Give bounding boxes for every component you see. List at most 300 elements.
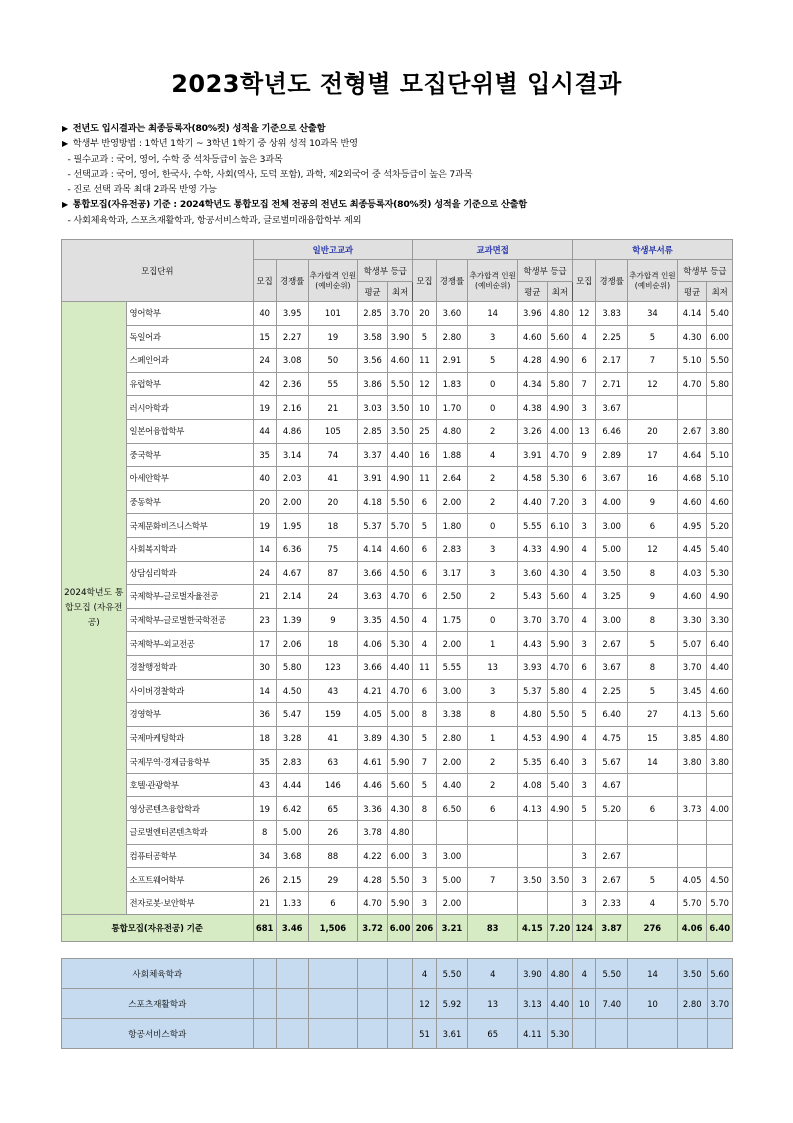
table-row	[62, 396, 733, 420]
cell-value: 9	[628, 490, 678, 514]
cell-value: 5.40	[707, 302, 733, 326]
page-title: 2023학년도 전형별 모집단위별 입시결과	[171, 70, 622, 98]
cell-value: 3	[468, 325, 518, 349]
cell-value	[707, 844, 733, 868]
cell-value: 12	[413, 989, 436, 1019]
cell-value: 4.50	[707, 868, 733, 892]
cell-value: 3.35	[358, 608, 388, 632]
cell-value: 23	[253, 608, 276, 632]
cell-value: 51	[413, 1019, 436, 1049]
cell-value: 34	[253, 844, 276, 868]
col-extra: 추가합격 인원 (예비순위)	[468, 260, 518, 302]
cell-value: 4.60	[387, 349, 412, 373]
cell-value	[628, 773, 678, 797]
cell-value: 4.90	[547, 349, 572, 373]
cell-value: 12	[628, 372, 678, 396]
unit-name: 아세안학부	[126, 467, 253, 491]
cell-value: 3	[573, 773, 596, 797]
cell-value: 6.10	[547, 514, 572, 538]
cell-value	[573, 1019, 596, 1049]
cell-value: 4	[413, 959, 436, 989]
table-row	[62, 349, 733, 373]
group-header-interview: 교과면접	[413, 240, 573, 260]
cell-value: 63	[308, 750, 358, 774]
cell-value	[253, 989, 276, 1019]
cell-value: 10	[628, 989, 678, 1019]
cell-value: 4.40	[436, 773, 468, 797]
cell-value: 21	[253, 585, 276, 609]
cell-value: 5.90	[387, 750, 412, 774]
cell-value: 1.80	[436, 514, 468, 538]
cell-value: 35	[253, 443, 276, 467]
cell-value: 3.80	[677, 750, 707, 774]
cell-value: 2.83	[436, 537, 468, 561]
cell-value: 5	[628, 679, 678, 703]
cell-value: 8	[413, 703, 436, 727]
table-row	[62, 726, 733, 750]
cell-value: 8	[628, 655, 678, 679]
cell-value: 5.20	[707, 514, 733, 538]
cell-value: 3.63	[358, 585, 388, 609]
cell-value: 5	[468, 349, 518, 373]
cell-value: 5	[413, 773, 436, 797]
cell-value: 11	[413, 655, 436, 679]
dash-bullet: -	[67, 168, 71, 180]
cell-value: 11	[413, 467, 436, 491]
cell-value: 4.43	[518, 632, 548, 656]
cell-value: 5.30	[707, 561, 733, 585]
cell-value	[707, 396, 733, 420]
cell-value: 2.27	[276, 325, 308, 349]
cell-value: 5	[413, 726, 436, 750]
cell-value	[387, 1019, 412, 1049]
triangle-bullet-icon: ▶	[62, 124, 68, 133]
cell-value: 4	[468, 959, 518, 989]
cell-value: 3.28	[276, 726, 308, 750]
cell-value: 2	[468, 773, 518, 797]
cell-value: 3	[573, 632, 596, 656]
cell-value: 15	[253, 325, 276, 349]
cell-value: 19	[253, 797, 276, 821]
cell-value: 43	[253, 773, 276, 797]
cell-value: 3.50	[677, 959, 707, 989]
cell-value: 3.00	[596, 608, 628, 632]
cell-value: 3.67	[596, 396, 628, 420]
cell-value: 30	[253, 655, 276, 679]
cell-value	[707, 821, 733, 845]
cell-value: 5.70	[677, 891, 707, 915]
cell-value: 0	[468, 396, 518, 420]
cell-value: 4.70	[547, 443, 572, 467]
cell-value: 20	[413, 302, 436, 326]
cell-value: 4.90	[547, 726, 572, 750]
dash-bullet: -	[67, 184, 71, 196]
cell-value	[628, 844, 678, 868]
table-row	[62, 989, 733, 1019]
cell-value: 3.30	[707, 608, 733, 632]
cell-value: 3.03	[358, 396, 388, 420]
cell-value: 14	[468, 302, 518, 326]
cell-value: 6.00	[707, 325, 733, 349]
cell-value: 4.68	[677, 467, 707, 491]
cell-value: 4.33	[518, 537, 548, 561]
cell-value: 26	[253, 868, 276, 892]
cell-value: 5.92	[436, 989, 468, 1019]
col-ratio: 경쟁률	[276, 260, 308, 302]
cell-value: 2.67	[596, 632, 628, 656]
cell-value: 3	[573, 891, 596, 915]
cell-value: 3.25	[596, 585, 628, 609]
cell-value: 4.95	[677, 514, 707, 538]
cell-value: 7	[628, 349, 678, 373]
cell-value: 1	[468, 726, 518, 750]
cell-value: 3.73	[677, 797, 707, 821]
cell-value: 4	[468, 443, 518, 467]
cell-value: 6	[573, 349, 596, 373]
table-row	[62, 703, 733, 727]
cell-value: 2.00	[276, 490, 308, 514]
cell-value: 29	[308, 868, 358, 892]
results-table	[61, 239, 733, 942]
cell-value: 3.80	[707, 419, 733, 443]
cell-value: 5.30	[547, 1019, 572, 1049]
cell-value: 3.89	[358, 726, 388, 750]
cell-value: 5.80	[276, 655, 308, 679]
cell-value	[518, 821, 548, 845]
cell-value: 13	[468, 655, 518, 679]
cell-value: 5.00	[596, 537, 628, 561]
cell-value: 5	[573, 797, 596, 821]
cell-value: 4.30	[547, 561, 572, 585]
cell-value: 4.00	[547, 419, 572, 443]
cell-value: 3.58	[358, 325, 388, 349]
table-row	[62, 514, 733, 538]
cell-value: 3.96	[518, 302, 548, 326]
cell-value: 6	[468, 797, 518, 821]
cell-value: 7	[573, 372, 596, 396]
cell-value: 5.50	[596, 959, 628, 989]
cell-value: 50	[308, 349, 358, 373]
cell-value: 101	[308, 302, 358, 326]
cell-value: 1,506	[308, 915, 358, 942]
cell-value: 4.11	[518, 1019, 548, 1049]
col-grade: 학생부 등급	[358, 260, 413, 282]
cell-value	[596, 821, 628, 845]
cell-value	[436, 821, 468, 845]
cell-value: 6.50	[436, 797, 468, 821]
cell-value: 3.66	[358, 655, 388, 679]
table-row	[62, 302, 733, 326]
cell-value: 4.06	[358, 632, 388, 656]
cell-value: 5.60	[547, 585, 572, 609]
cell-value: 14	[253, 537, 276, 561]
cell-value: 4.80	[547, 959, 572, 989]
cell-value	[518, 891, 548, 915]
cell-value: 5.00	[387, 703, 412, 727]
cell-value: 3.90	[518, 959, 548, 989]
cell-value: 12	[413, 372, 436, 396]
cell-value: 4.80	[436, 419, 468, 443]
cell-value: 2	[468, 490, 518, 514]
cell-value: 2.85	[358, 302, 388, 326]
cell-value: 18	[308, 514, 358, 538]
cell-value: 75	[308, 537, 358, 561]
cell-value	[308, 989, 358, 1019]
cell-value: 4.53	[518, 726, 548, 750]
col-min: 최저	[707, 282, 733, 302]
cell-value	[677, 821, 707, 845]
cell-value: 5.40	[547, 773, 572, 797]
cell-value	[547, 821, 572, 845]
cell-value: 4	[413, 632, 436, 656]
note-line: ▶ 통합모집(자유전공) 기준 : 2024학년도 통합모집 전체 전공의 전년도 최종등록자(80%컷) 성적을 기준으로 산출함	[62, 199, 527, 211]
table-row	[62, 632, 733, 656]
unit-name: 국제학부-글로벌한국학전공	[126, 608, 253, 632]
cell-value: 4.50	[276, 679, 308, 703]
cell-value: 3.38	[436, 703, 468, 727]
cell-value: 5	[413, 514, 436, 538]
unit-name: 영상콘텐츠융합학과	[126, 797, 253, 821]
table-row	[62, 1019, 733, 1049]
cell-value: 3	[468, 679, 518, 703]
cell-value: 4	[573, 679, 596, 703]
cell-value: 6.40	[596, 703, 628, 727]
cell-value: 65	[308, 797, 358, 821]
cell-value	[596, 1019, 628, 1049]
cell-value	[276, 989, 308, 1019]
cell-value: 5.80	[547, 679, 572, 703]
cell-value: 3.61	[436, 1019, 468, 1049]
cell-value: 4.21	[358, 679, 388, 703]
cell-value	[358, 989, 388, 1019]
cell-value: 2.25	[596, 679, 628, 703]
cell-value: 5.30	[547, 467, 572, 491]
unit-name: 경영학부	[126, 703, 253, 727]
cell-value: 16	[628, 467, 678, 491]
cell-value	[387, 989, 412, 1019]
cell-value: 3	[413, 868, 436, 892]
cell-value: 2.85	[358, 419, 388, 443]
cell-value: 3.37	[358, 443, 388, 467]
cell-value: 5.60	[707, 959, 732, 989]
cell-value: 19	[253, 514, 276, 538]
cell-value	[677, 773, 707, 797]
cell-value: 5.35	[518, 750, 548, 774]
cell-value: 5.90	[547, 632, 572, 656]
cell-value: 4.70	[547, 655, 572, 679]
cell-value: 3.91	[518, 443, 548, 467]
cell-value: 5.00	[276, 821, 308, 845]
cell-value: 4.30	[387, 726, 412, 750]
cell-value	[573, 821, 596, 845]
cell-value: 5.10	[677, 349, 707, 373]
table-row	[62, 773, 733, 797]
cell-value: 4	[573, 325, 596, 349]
cell-value: 3.26	[518, 419, 548, 443]
cell-value: 24	[308, 585, 358, 609]
table-row	[62, 537, 733, 561]
cell-value: 105	[308, 419, 358, 443]
cell-value: 17	[628, 443, 678, 467]
cell-value: 4.15	[518, 915, 548, 942]
cell-value	[308, 1019, 358, 1049]
table-row	[62, 325, 733, 349]
cell-value: 16	[413, 443, 436, 467]
unit-name: 스페인어과	[126, 349, 253, 373]
cell-value: 5.10	[707, 443, 733, 467]
cell-value: 3.00	[596, 514, 628, 538]
note-line: - 필수교과 : 국어, 영어, 수학 중 석차등급이 높은 3과목	[67, 153, 283, 165]
cell-value: 25	[413, 419, 436, 443]
cell-value: 10	[413, 396, 436, 420]
cell-value: 6.00	[387, 915, 412, 942]
cell-value	[253, 1019, 276, 1049]
cell-value: 3.70	[707, 989, 732, 1019]
cell-value: 87	[308, 561, 358, 585]
group-header-documents: 학생부서류	[573, 240, 733, 260]
cell-value: 2	[468, 419, 518, 443]
cell-value	[628, 396, 678, 420]
cell-value: 6	[628, 797, 678, 821]
cell-value: 3.60	[518, 561, 548, 585]
cell-value: 4.28	[518, 349, 548, 373]
cell-value: 9	[628, 585, 678, 609]
cell-value: 3.85	[677, 726, 707, 750]
table-row	[62, 585, 733, 609]
cell-value: 4.22	[358, 844, 388, 868]
cell-value: 3	[413, 891, 436, 915]
cell-value: 4.14	[358, 537, 388, 561]
cell-value: 4	[573, 608, 596, 632]
table-row	[62, 419, 733, 443]
cell-value: 5.60	[387, 773, 412, 797]
cell-value: 83	[468, 915, 518, 942]
cell-value: 4.61	[358, 750, 388, 774]
cell-value: 2.17	[596, 349, 628, 373]
cell-value: 3	[573, 514, 596, 538]
col-quota: 모집	[573, 260, 596, 302]
cell-value: 3.68	[276, 844, 308, 868]
cell-value	[707, 1019, 732, 1049]
unit-name: 국제학부-글로벌자율전공	[126, 585, 253, 609]
cell-value: 4.80	[707, 726, 733, 750]
cell-value: 2.03	[276, 467, 308, 491]
cell-value: 2.91	[436, 349, 468, 373]
cell-value: 26	[308, 821, 358, 845]
cell-value: 8	[468, 703, 518, 727]
col-ratio: 경쟁률	[596, 260, 628, 302]
cell-value	[308, 959, 358, 989]
cell-value: 24	[253, 349, 276, 373]
col-ratio: 경쟁률	[436, 260, 468, 302]
unit-name: 일본어융합학부	[126, 419, 253, 443]
cell-value: 3	[573, 844, 596, 868]
cell-value: 4.40	[387, 443, 412, 467]
cell-value: 2.00	[436, 750, 468, 774]
unit-name: 러시아학과	[126, 396, 253, 420]
cell-value: 20	[308, 490, 358, 514]
cell-value: 1.39	[276, 608, 308, 632]
cell-value: 3.13	[518, 989, 548, 1019]
cell-value: 44	[253, 419, 276, 443]
col-grade: 학생부 등급	[677, 260, 732, 282]
cell-value: 4.30	[387, 797, 412, 821]
cell-value: 681	[253, 915, 276, 942]
cell-value: 7.20	[547, 915, 572, 942]
cell-value: 4.05	[677, 868, 707, 892]
cell-value: 5.60	[547, 325, 572, 349]
cell-value: 6	[308, 891, 358, 915]
cell-value: 4.46	[358, 773, 388, 797]
cell-value: 4.90	[387, 467, 412, 491]
cell-value: 4.28	[358, 868, 388, 892]
cell-value: 3	[468, 561, 518, 585]
cell-value: 6	[413, 679, 436, 703]
cell-value	[387, 959, 412, 989]
table-row	[62, 868, 733, 892]
cell-value: 18	[308, 632, 358, 656]
cell-value	[547, 891, 572, 915]
cell-value: 5.00	[436, 868, 468, 892]
cell-value: 4.60	[677, 585, 707, 609]
cell-value: 6	[628, 514, 678, 538]
cell-value: 2.71	[596, 372, 628, 396]
table-row	[62, 372, 733, 396]
cell-value: 41	[308, 467, 358, 491]
cell-value: 3.95	[276, 302, 308, 326]
cell-value: 5.40	[707, 537, 733, 561]
cell-value	[358, 959, 388, 989]
dash-bullet: -	[67, 153, 71, 165]
cell-value: 3	[573, 396, 596, 420]
cell-value: 4.67	[276, 561, 308, 585]
unit-header: 모집단위	[62, 240, 254, 302]
cell-value: 4.60	[387, 537, 412, 561]
cell-value: 5.30	[387, 632, 412, 656]
cell-value: 2	[468, 585, 518, 609]
cell-value: 2.80	[677, 989, 707, 1019]
cell-value: 5.37	[358, 514, 388, 538]
cell-value: 6	[573, 655, 596, 679]
cell-value	[628, 821, 678, 845]
cell-value: 4.67	[596, 773, 628, 797]
cell-value: 1.75	[436, 608, 468, 632]
col-quota: 모집	[253, 260, 276, 302]
cell-value: 5.47	[276, 703, 308, 727]
cell-value: 15	[628, 726, 678, 750]
cell-value: 4.50	[387, 561, 412, 585]
cell-value: 3.21	[436, 915, 468, 942]
cell-value: 3.87	[596, 915, 628, 942]
cell-value: 3.00	[436, 679, 468, 703]
cell-value: 5.07	[677, 632, 707, 656]
unit-name: 글로벌엔터콘텐츠학과	[126, 821, 253, 845]
cell-value: 2.50	[436, 585, 468, 609]
cell-value: 5.50	[707, 349, 733, 373]
cell-value: 10	[573, 989, 596, 1019]
cell-value: 206	[413, 915, 436, 942]
cell-value: 4.34	[518, 372, 548, 396]
table-row	[62, 467, 733, 491]
cell-value: 40	[253, 302, 276, 326]
cell-value: 3.80	[707, 750, 733, 774]
cell-value: 1.83	[436, 372, 468, 396]
cell-value: 3.30	[677, 608, 707, 632]
cell-value: 3	[573, 490, 596, 514]
cell-value: 19	[253, 396, 276, 420]
cell-value: 8	[628, 561, 678, 585]
cell-value: 4.70	[677, 372, 707, 396]
